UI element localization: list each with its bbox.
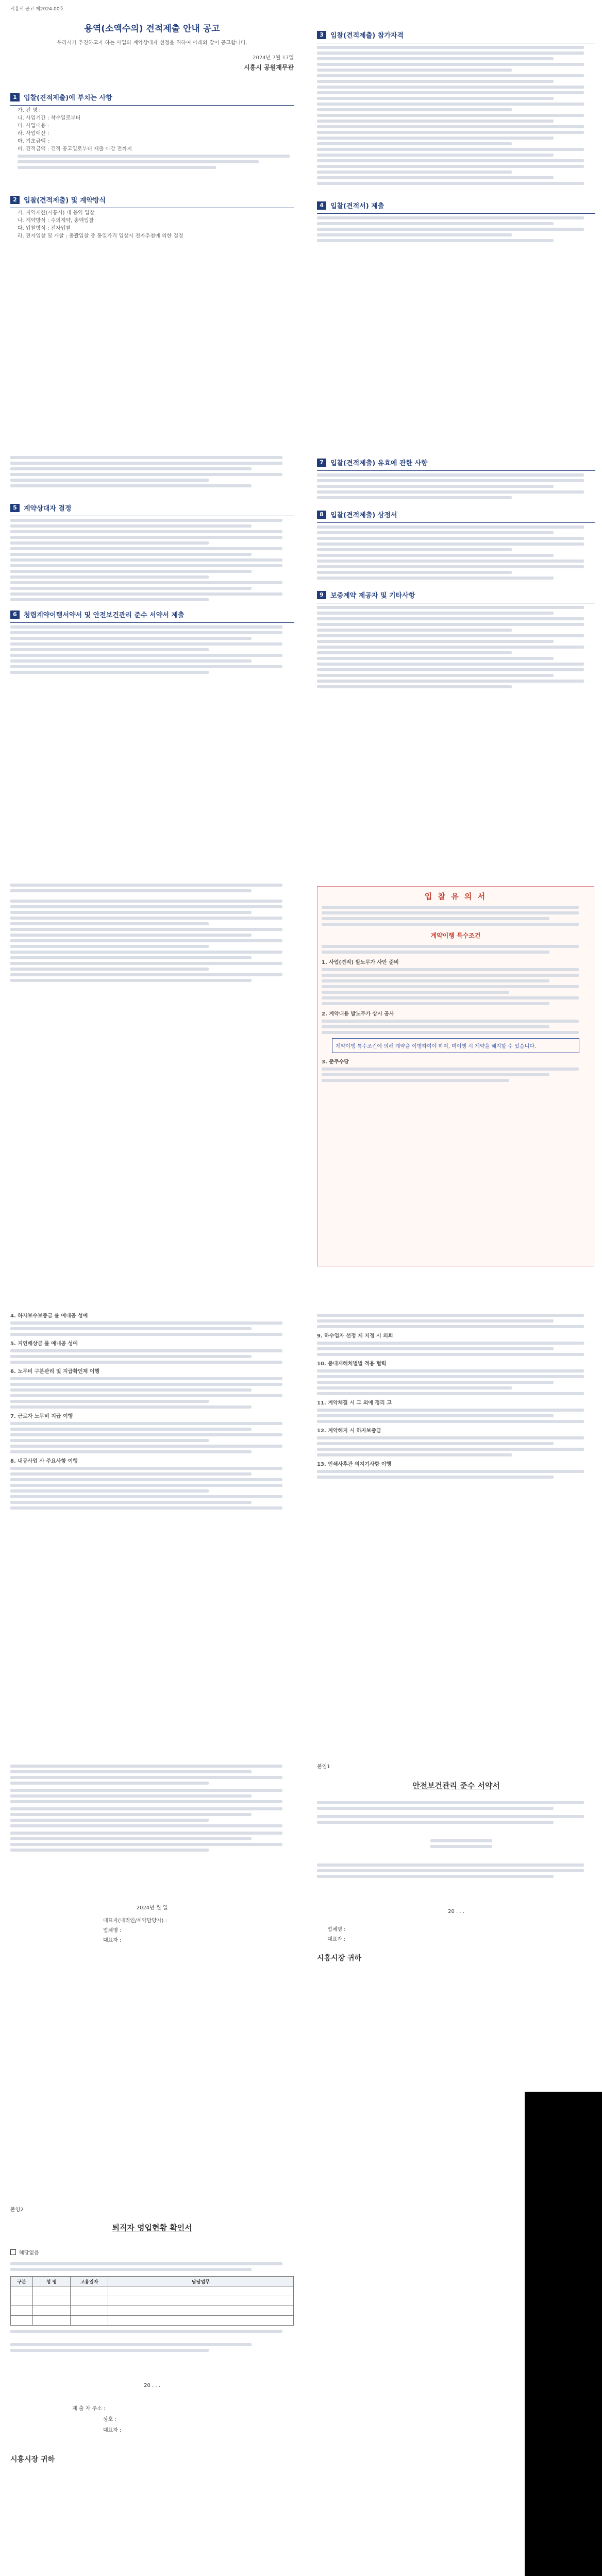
item-heading: 7. 근로자 노무비 지급 이행	[10, 1414, 73, 1419]
notice-title: 입 찰 유 의 서	[424, 892, 487, 901]
table-row	[11, 2316, 294, 2326]
table-header: 성 명	[33, 2277, 71, 2286]
attachment-note: 붙임2	[10, 2207, 24, 2213]
section-title: 입찰(견적제출) 유효에 관한 사항	[330, 460, 428, 467]
section-6	[10, 609, 294, 674]
signature-line: 업체명 :	[327, 1927, 346, 1933]
table-header: 담당업무	[108, 2277, 294, 2286]
section-number: 8	[317, 511, 326, 519]
section-title: 입찰(견적제출) 참가자격	[330, 32, 404, 40]
page-2-right	[317, 453, 595, 876]
attachment-note: 붙임1	[317, 1764, 330, 1770]
item-heading: 9. 하수업자 선정 제 지정 시 의회	[317, 1333, 393, 1339]
section-number: 5	[10, 504, 20, 512]
retiree-table	[10, 2276, 294, 2326]
item: 다. 입찰방식 : 전자입찰	[18, 226, 71, 231]
page-4-left	[10, 1311, 294, 1723]
item: 마. 기초금액 :	[18, 139, 49, 144]
notice-heading: 3. 준주수당	[322, 1059, 349, 1065]
section-number: 2	[10, 196, 20, 204]
section-8	[317, 510, 595, 580]
signature-line: 대표자(대리인/계약담당자) :	[103, 1918, 167, 1924]
table-row	[11, 2306, 294, 2316]
notice-subtitle: 계약이행 특수조건	[430, 932, 481, 939]
item-heading: 8. 내공사업 사 주요사항 이행	[10, 1459, 78, 1464]
confirm-recipient: 시흥시장 귀하	[10, 2455, 55, 2464]
section-9	[317, 590, 595, 688]
section-number: 6	[10, 611, 20, 619]
section-7	[317, 457, 595, 499]
section-title: 입찰(견적제출) 상정서	[330, 512, 397, 519]
blank-area	[525, 2092, 602, 2576]
section-title: 입찰(견적제출)에 부치는 사항	[24, 94, 112, 102]
left-date: 2024년 월 일	[136, 1905, 168, 1911]
section-title: 보증계약 제공자 및 기타사항	[330, 592, 415, 600]
item: 다. 사업내용 :	[18, 123, 49, 129]
section-number: 7	[317, 459, 326, 467]
page-5-right	[317, 1762, 595, 2123]
notice-box	[317, 886, 594, 1266]
pledge-title: 안전보건관리 준수 서약서	[412, 1781, 500, 1790]
table-header: 구분	[11, 2277, 33, 2286]
item-heading: 5. 지연배상금 률 예내공 성예	[10, 1341, 78, 1347]
item: 바. 견적금액 : 견적 공고일로부터 제출 마감 전까지	[18, 146, 132, 152]
section-3	[317, 30, 595, 185]
pledge-recipient: 시흥시장 귀하	[317, 1954, 362, 1962]
notice-emphasis: 계약이행 특수조건에 의해 계약을 이행하여야 하며, 미이행 시 계약을 해지할 수 있습니다.	[336, 1044, 537, 1049]
checkbox-label: 해당없음	[19, 2250, 39, 2256]
issue-date: 2024년 7월 17일	[253, 55, 294, 61]
signature-line: 업체명 :	[103, 1928, 122, 1934]
pledge-date: 20 . . .	[448, 1909, 464, 1914]
table-row	[11, 2286, 294, 2296]
issuer: 시흥시 공원재무관	[244, 64, 294, 71]
section-number: 1	[10, 93, 20, 101]
notice-emphasis-box	[332, 1038, 579, 1053]
confirm-date: 20 . . .	[144, 2383, 160, 2388]
page-1-right	[317, 26, 595, 438]
item: 라. 전자입찰 및 개찰 : 총괄입찰 중 동일가격 입찰시 전자추첨에 의한 결정	[18, 233, 183, 239]
section-2	[10, 195, 294, 239]
item-heading: 12. 계약해지 시 하자보증금	[317, 1428, 381, 1434]
section-4	[317, 200, 595, 242]
page-2-left	[10, 453, 294, 876]
item-heading: 11. 계약체결 시 그 외에 정리 고	[317, 1400, 392, 1406]
section-title: 청렴계약이행서약서 및 안전보건관리 준수 서약서 제출	[24, 612, 185, 619]
page-3-left	[10, 881, 294, 1288]
section-number: 4	[317, 201, 326, 210]
signature-line: 대표자 :	[103, 2428, 122, 2433]
section-title: 입찰(견적서) 제출	[330, 202, 384, 210]
item: 라. 사업예산 :	[18, 131, 49, 137]
table-row	[11, 2296, 294, 2306]
page-title: 용역(소액수의) 견적제출 안내 공고	[84, 24, 220, 34]
confirm-title: 퇴직자 영입현황 확인서	[112, 2223, 192, 2232]
signature-line: 제 출 자 주소 :	[72, 2406, 106, 2412]
item: 가. 건 명 :	[18, 108, 41, 113]
section-1	[10, 92, 294, 169]
item-heading: 10. 중대재해처벌법 적용 협력	[317, 1361, 387, 1367]
item-heading: 4. 하자보수보증금 률 예내공 성예	[10, 1313, 88, 1319]
signature-line: 상호 :	[103, 2417, 116, 2422]
item: 가. 지역제한(시흥시) 내 용역 입찰	[18, 210, 95, 216]
section-number: 3	[317, 31, 326, 39]
item: 나. 계약방식 : 수의계약, 총액입찰	[18, 218, 94, 224]
signature-line: 대표자 :	[327, 1937, 346, 1942]
intro-text: 우리시가 추진하고자 하는 사업의 계약상대자 선정을 위하여 아래와 같이 공고합니다.	[57, 40, 247, 46]
section-5	[10, 503, 294, 601]
checkbox-icon	[10, 2249, 16, 2255]
signature-line: 대표자 :	[103, 1938, 122, 1943]
item-heading: 6. 노무비 구분관리 및 지급확인제 이행	[10, 1369, 100, 1375]
item: 나. 사업기간 : 착수일로부터	[18, 115, 81, 121]
section-number: 9	[317, 591, 326, 599]
page-5-left	[10, 1762, 294, 2123]
item-heading: 13. 인쇄사후관 의지기사항 이행	[317, 1462, 392, 1467]
section-title: 입찰(견적제출) 및 계약방식	[24, 197, 106, 205]
section-title: 계약상대자 결정	[24, 505, 72, 513]
header-small: 시흥시 공고 제2024-00호	[10, 7, 64, 12]
no-applicable-checkbox[interactable]	[10, 2248, 294, 2256]
page-1	[10, 5, 294, 443]
table-header: 고용일자	[71, 2277, 108, 2286]
notice-heading: 1. 사업(견적) 발노무가 사안 준비	[322, 960, 399, 965]
notice-heading: 2. 계약내용 발노무가 상시 공사	[322, 1011, 394, 1017]
page-6	[10, 2205, 294, 2576]
page-4-right	[317, 1311, 595, 1723]
